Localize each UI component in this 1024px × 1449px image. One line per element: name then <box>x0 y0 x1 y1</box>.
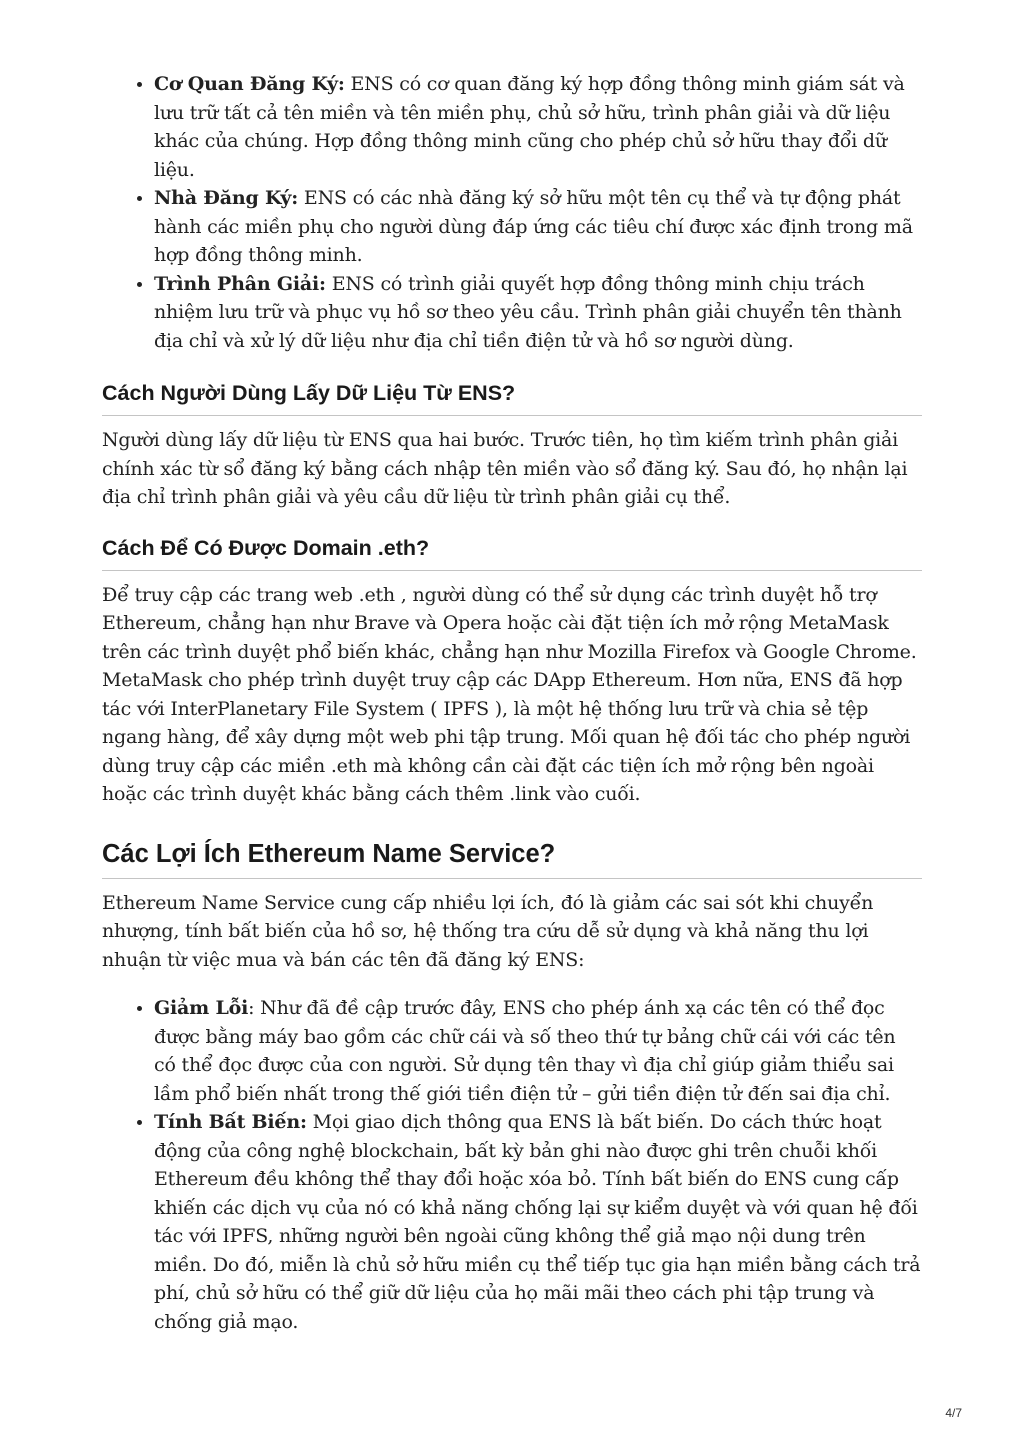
components-list <box>102 70 922 355</box>
list-item <box>154 270 922 356</box>
section-body-get-eth-domain: Để truy cập các trang web .eth , người dùng có thể sử dụng các trình duyệt hỗ trợ Ethereum, chẳng hạn như Brave và Opera hoặc cài đặt tiện ích mở rộng MetaMask trên các trình duyệt phổ biến khác, chẳng hạn như Mozilla Firefox và Google Chrome. MetaMask cho phép trình duyệt truy cập các DApp Ethereum. Hơn nữa, ENS đã hợp tác với InterPlanetary File System ( IPFS ), là một hệ thống lưu trữ và chia sẻ tệp ngang hàng, để xây dựng một web phi tập trung. Mối quan hệ đối tác cho phép người dùng truy cập các miền .eth mà không cần cài đặt các tiện ích mở rộng bên ngoài hoặc các trình duyệt khác bằng cách thêm .link vào cuối. <box>102 583 917 805</box>
list-item-text: Mọi giao dịch thông qua ENS là bất biến. Do cách thức hoạt động của công nghệ blockchain, bất kỳ bản ghi nào được ghi trên chuỗi khối Ethereum đều không thể thay đổi hoặc xóa bỏ. Tính bất biến do ENS cung cấp khiến các dịch vụ của nó có khả năng chống lại sự kiểm duyệt và với quan hệ đối tác với IPFS, những người bên ngoài cũng không thể giả mạo nội dung trên miền. Do đó, miễn là chủ sở hữu miền cụ thể tiếp tục gia hạn miền bằng cách trả phí, chủ sở hữu có thể giữ dữ liệu của họ mãi mãi theo cách phi tập trung và chống giả mạo. <box>154 1111 921 1333</box>
page-content <box>102 70 922 1336</box>
list-item <box>154 1108 922 1336</box>
section-body-retrieve-data: Người dùng lấy dữ liệu từ ENS qua hai bước. Trước tiên, họ tìm kiếm trình phân giải chính xác từ sổ đăng ký bằng cách nhập tên miền vào sổ đăng ký. Sau đó, họ nhận lại địa chỉ trình phân giải và yêu cầu dữ liệu từ trình phân giải cụ thể. <box>102 429 908 508</box>
section-heading-benefits: Các Lợi Ích Ethereum Name Service? <box>102 839 922 879</box>
list-item-term: Giảm Lỗi <box>154 997 249 1019</box>
page-number: 4/7 <box>945 1406 962 1420</box>
section-heading-get-eth-domain: Cách Để Có Được Domain .eth? <box>102 535 922 571</box>
list-item-text: ENS có trình giải quyết hợp đồng thông minh chịu trách nhiệm lưu trữ và phục vụ hồ sơ theo yêu cầu. Trình phân giải chuyển tên thành địa chỉ và xử lý dữ liệu như địa chỉ tiền điện tử và hồ sơ người dùng. <box>154 272 902 352</box>
list-item <box>154 994 922 1108</box>
section-body-benefits: Ethereum Name Service cung cấp nhiều lợi ích, đó là giảm các sai sót khi chuyển nhượng, tính bất biến của hồ sơ, hệ thống tra cứu dễ sử dụng và khả năng thu lợi nhuận từ việc mua và bán các tên đã đăng ký ENS: <box>102 891 874 971</box>
list-item-term: Trình Phân Giải: <box>154 272 326 295</box>
list-item-term: Tính Bất Biến: <box>154 1111 307 1133</box>
list-item-text: ENS có cơ quan đăng ký hợp đồng thông minh giám sát và lưu trữ tất cả tên miền và tên miền phụ, chủ sở hữu, trình phân giải và dữ liệu khác của chúng. Hợp đồng thông minh cũng cho phép chủ sở hữu thay đổi dữ liệu. <box>154 73 905 181</box>
section-heading-retrieve-data: Cách Người Dùng Lấy Dữ Liệu Từ ENS? <box>102 380 922 416</box>
list-item <box>154 70 922 184</box>
list-item-term: Cơ Quan Đăng Ký: <box>154 73 345 95</box>
list-item <box>154 184 922 270</box>
benefits-list <box>102 994 922 1336</box>
list-item-text: : Như đã đề cập trước đây, ENS cho phép ánh xạ các tên có thể đọc được bằng máy bao gồm các chữ cái và số theo thứ tự bảng chữ cái với các tên có thể đọc được của con người. Sử dụng tên thay vì địa chỉ giúp giảm thiểu sai lầm phổ biến nhất trong thế giới tiền điện tử – gửi tiền điện tử đến sai địa chỉ. <box>154 997 896 1105</box>
list-item-term: Nhà Đăng Ký: <box>154 187 299 209</box>
list-item-text: ENS có các nhà đăng ký sở hữu một tên cụ thể và tự động phát hành các miền phụ cho người dùng đáp ứng các tiêu chí được xác định trong mã hợp đồng thông minh. <box>154 187 913 266</box>
